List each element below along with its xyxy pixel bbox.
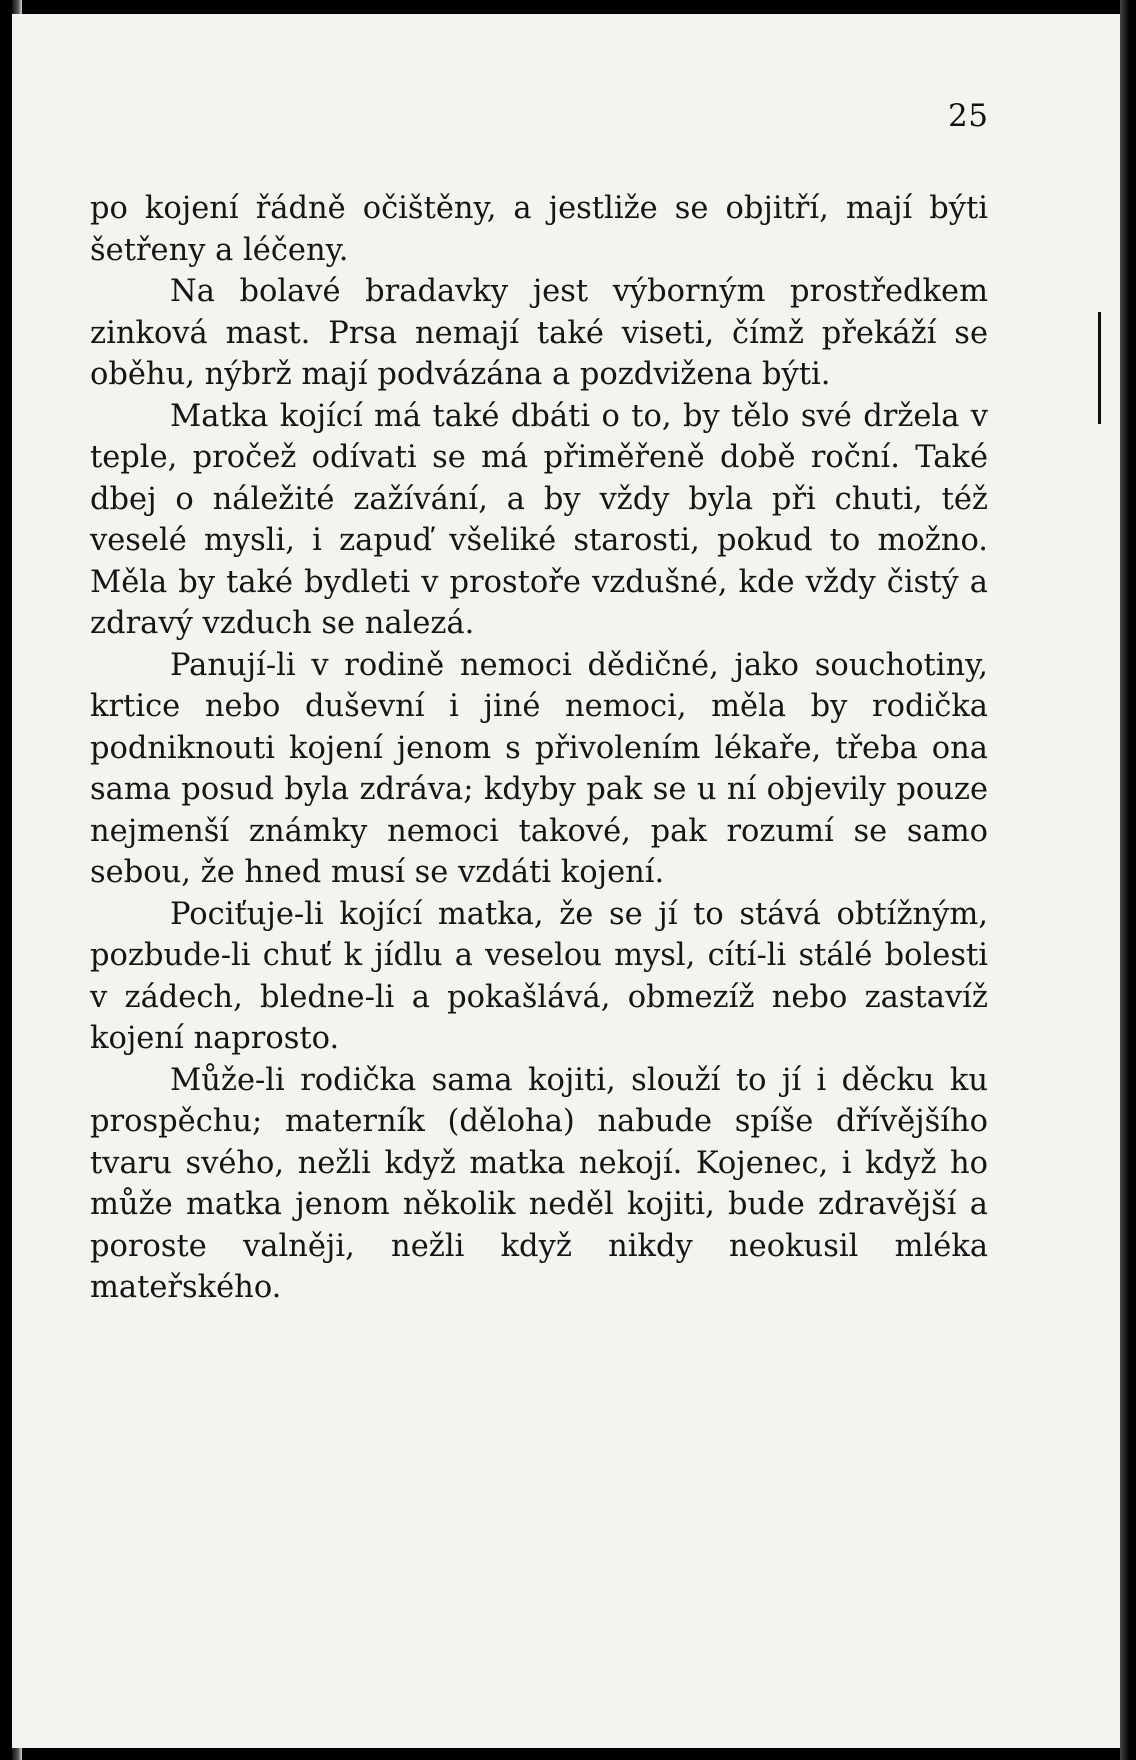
paragraph: po kojení řádně očištěny, a jestliže se objitří, mají býti šetřeny a léčeny. (90, 191, 988, 268)
book-page (12, 14, 1124, 1748)
body-text (90, 188, 988, 1309)
paragraph: Na bolavé bradavky jest výborným prostředkem zinková mast. Prsa nemají také viseti, čímž překáží se oběhu, nýbrž mají podvázána a pozdvižena býti. (90, 274, 988, 392)
paragraph: Matka kojící má také dbáti o to, by tělo své držela v teple, pročež odívati se má přiměřeně době roční. Také dbej o náležité zažívání, a by vždy byla při chuti, též veselé mysli, i zapuď všeliké starosti, pokud to možno. Měla by také bydleti v prostoře vzdušné, kde vždy čistý a zdravý vzduch se nalezá. (90, 398, 988, 641)
margin-mark (1098, 312, 1101, 424)
page-number: 25 (948, 98, 989, 134)
paragraph: Panují-li v rodině nemoci dědičné, jako souchotiny, krtice nebo duševní i jiné nemoci, měla by rodička podniknouti kojení jenom s přivolením lékaře, třeba ona sama posud byla zdráva; kdyby pak se u ní objevily pouze nejmenší známky nemoci takové, pak rozumí se samo sebou, že hned musí se vzdáti kojení. (90, 647, 988, 890)
paragraph: Může-li rodička sama kojiti, slouží to jí i děcku ku prospěchu; materník (děloha) nabude spíše dřívějšího tvaru svého, nežli když matka nekojí. Kojenec, i když ho může matka jenom několik neděl kojiti, bude zdravější a poroste valněji, nežli když nikdy neokusil mléka mateřského. (90, 1062, 988, 1305)
paragraph: Pociťuje-li kojící matka, že se jí to stává obtížným, pozbude-li chuť k jídlu a veselou mysl, cítí-li stálé bolesti v zádech, bledne-li a pokašlává, obmezíž nebo zastavíž kojení naprosto. (90, 896, 988, 1056)
page-edge-shadow (1120, 0, 1136, 1760)
